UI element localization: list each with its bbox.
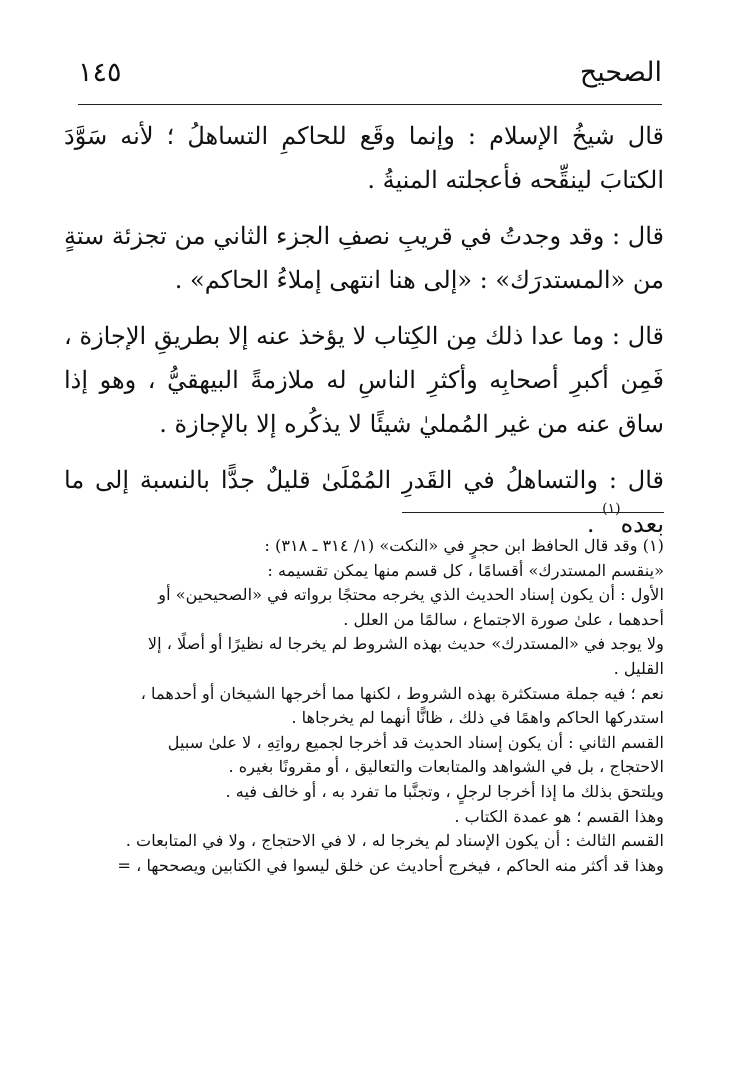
- footnote-line: ولا يوجد في «المستدرك» حديث بهذه الشروط لم يخرجا له نظيرًا أو أصلًا ، إلا: [147, 634, 664, 654]
- paragraph-4-text: قال : والتساهلُ في القَدرِ المُمْلَىٰ قليلٌ جدًّا بالنسبة إلى ما بعده: [64, 466, 664, 538]
- footnote-line: استدركها الحاكم واهمًا في ذلك ، ظانًّا أنهما لم يخرجاها .: [291, 708, 664, 728]
- footnote-line: (١) وقد قال الحافظ ابن حجرٍ في «النكت» (١/ ٣١٤ ـ ٣١٨) :: [264, 536, 664, 555]
- footnote-reference[interactable]: (١): [602, 501, 621, 517]
- page-header: [78, 54, 662, 96]
- page-number: ١٤٥: [78, 57, 122, 88]
- footnote-line: القليل .: [613, 658, 664, 678]
- paragraph-4: [64, 458, 664, 546]
- paragraph-3: قال : وما عدا ذلك مِن الكِتاب لا يؤخذ عنه إلا بطريقِ الإجازة ، فَمِن أكبرِ أصحابِه وأكثرِ الناسِ له ملازمةً البيهقيُّ ، وهو إذا ساق عنه من غير المُمليٰ شيئًا لا يذكُره إلا بالإجازة .: [64, 322, 665, 438]
- paragraph-4-end: .: [586, 510, 603, 538]
- footnote-divider: [402, 512, 664, 513]
- footnote-line: ويلتحق بذلك ما إذا أخرجا لرجلٍ ، وتجنَّبا ما تفرد به ، أو خالف فيه .: [225, 781, 664, 801]
- footnote-line: أحدهما ، علىٰ صورة الاجتماع ، سالمًا من العلل .: [343, 609, 664, 629]
- footnote-line: نعم ؛ فيه جملة مستكثرة بهذه الشروط ، لكنها مما أخرجها الشيخان أو أحدهما ،: [140, 683, 664, 703]
- footnote-line: وهذا قد أكثر منه الحاكم ، فيخرج أحاديث عن خلق ليسوا في الكتابين ويصححها ، =: [117, 855, 664, 875]
- running-title: الصحيح: [579, 57, 662, 88]
- footnote-line: وهذا القسم ؛ هو عمدة الكتاب .: [454, 806, 664, 826]
- footnote-line: «ينقسم المستدرك» أقسامًا ، كل قسم منها يمكن تقسيمه :: [267, 560, 664, 580]
- footnote: [62, 534, 664, 878]
- footnote-line: الاحتجاج ، بل في الشواهد والمتابعات والتعاليق ، أو مقرونًا بغيره .: [228, 757, 664, 777]
- paragraph-2: قال : وقد وجدتُ في قريبِ نصفِ الجزء الثاني من تجزئة ستةٍ من «المستدرَك» : «إلى هنا انتهى إملاءُ الحاكم» .: [64, 222, 664, 294]
- paragraph-1: قال شيخُ الإسلام : وإنما وقَع للحاكمِ التساهلُ ؛ لأنه سَوَّدَ الكتابَ لينقِّحه فأعجلته المنيةُ .: [64, 122, 664, 194]
- header-divider: [78, 104, 662, 105]
- main-text: [64, 114, 664, 558]
- footnote-line: الأول : أن يكون إسناد الحديث الذي يخرجه محتجًا برواته في «الصحيحين» أو: [158, 585, 664, 605]
- footnote-line: القسم الثاني : أن يكون إسناد الحديث قد أخرجا لجميع رواتِهِ ، لا علىٰ سبيل: [167, 732, 664, 752]
- footnote-line: القسم الثالث : أن يكون الإسناد لم يخرجا له ، لا في الاحتجاج ، ولا في المتابعات .: [125, 831, 664, 851]
